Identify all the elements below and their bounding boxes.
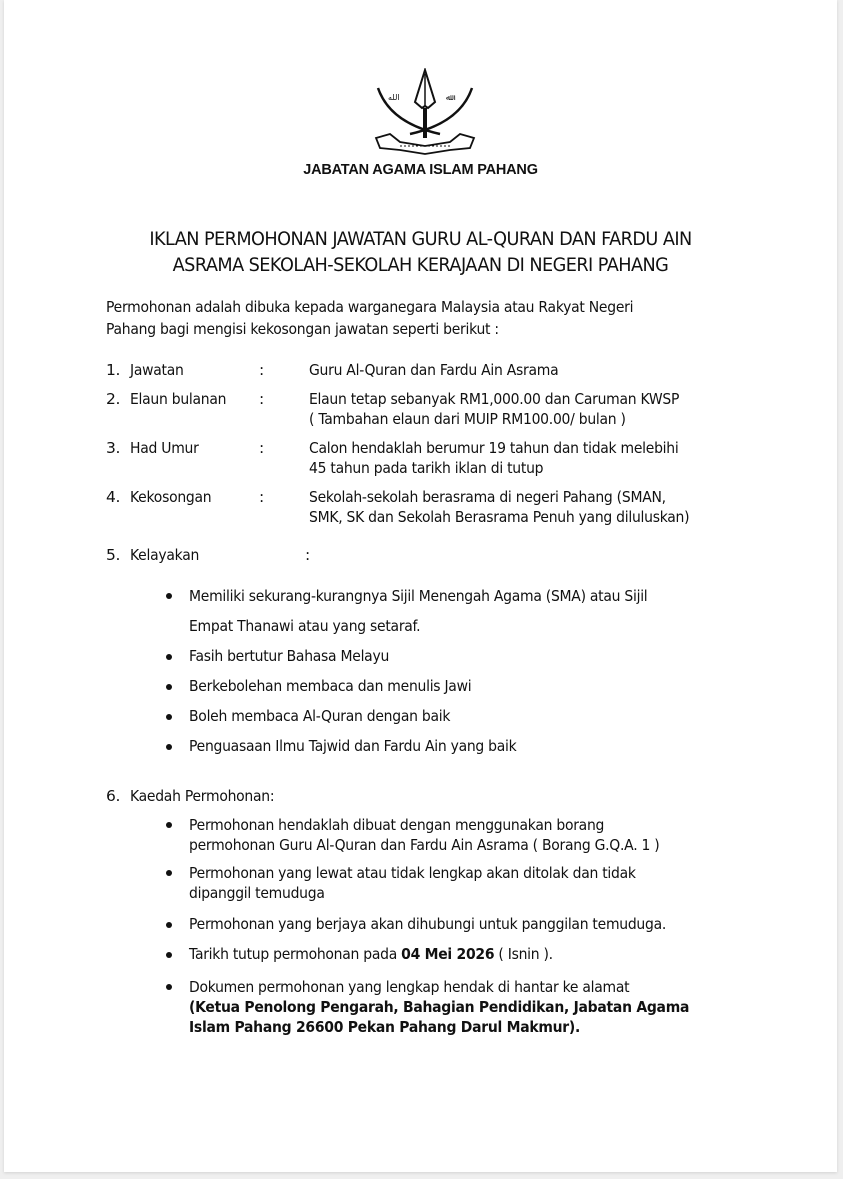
mailing-address-line: (Ketua Penolong Pengarah, Bahagian Pendidikan, Jabatan Agama <box>189 998 690 1016</box>
item-value <box>309 438 741 478</box>
item-colon: : <box>259 390 264 408</box>
value-line: Calon hendaklah berumur 19 tahun dan tidak melebihi <box>309 439 679 457</box>
department-name: JABATAN AGAMA ISLAM PAHANG <box>303 162 538 178</box>
list-item-text: permohonan Guru Al-Quran dan Fardu Ain Asrama ( Borang G.Q.A. 1 ) <box>189 836 660 854</box>
bullet-icon <box>166 744 172 750</box>
item-label: Had Umur <box>130 439 199 457</box>
item-value <box>309 487 741 527</box>
svg-text:ﺍﻟﻠﻪ: ﺍﻟﻠﻪ <box>388 93 400 102</box>
closing-date: 04 Mei 2026 <box>401 945 495 963</box>
list-item-text: Berkebolehan membaca dan menulis Jawi <box>189 677 472 695</box>
item-colon: : <box>259 439 264 457</box>
value-line: ( Tambahan elaun dari MUIP RM100.00/ bulan ) <box>309 410 626 428</box>
title-line-1: IKLAN PERMOHONAN JAWATAN GURU AL-QURAN DAN FARDU AIN <box>149 228 692 250</box>
value-line: Guru Al-Quran dan Fardu Ain Asrama <box>309 361 559 379</box>
list-item-text: Permohonan hendaklah dibuat dengan menggunakan borang <box>189 816 605 834</box>
item-number: 4. <box>106 488 121 506</box>
list-item-text: Memiliki sekurang-kurangnya Sijil Menengah Agama (SMA) atau Sijil <box>189 587 648 605</box>
item-value <box>309 360 741 380</box>
list-item-text: dipanggil temuduga <box>189 884 325 902</box>
item-label: Elaun bulanan <box>130 390 227 408</box>
list-item-text: Empat Thanawi atau yang setaraf. <box>189 617 421 635</box>
item-number: 1. <box>106 361 121 379</box>
list-item-text: Fasih bertutur Bahasa Melayu <box>189 647 390 665</box>
svg-text:ﷲ: ﷲ <box>446 93 451 102</box>
item-number: 3. <box>106 439 121 457</box>
item-value <box>309 389 741 429</box>
item-label: Kelayakan <box>130 546 200 564</box>
item-label: Jawatan <box>130 361 184 379</box>
item-number: 5. <box>106 546 121 564</box>
list-item-text: Permohonan yang berjaya akan dihubungi untuk panggilan temuduga. <box>189 915 667 933</box>
page-title <box>33 226 808 278</box>
bullet-icon <box>166 922 172 928</box>
list-item-text: Boleh membaca Al-Quran dengan baik <box>189 707 451 725</box>
value-line: Sekolah-sekolah berasrama di negeri Pahang (SMAN, <box>309 488 666 506</box>
pahang-crest-icon <box>370 68 480 156</box>
bullet-icon <box>166 684 172 690</box>
intro-paragraph <box>106 296 736 340</box>
intro-line-2: Pahang bagi mengisi kekosongan jawatan seperti berikut : <box>106 320 499 338</box>
bullet-icon <box>166 822 172 828</box>
item-colon: : <box>259 361 264 379</box>
list-item-text: Dokumen permohonan yang lengkap hendak di hantar ke alamat <box>189 978 630 996</box>
item-label: Kekosongan <box>130 488 212 506</box>
bullet-icon <box>166 984 172 990</box>
bullet-icon <box>166 714 172 720</box>
bullet-icon <box>166 952 172 958</box>
list-item-text: Permohonan yang lewat atau tidak lengkap akan ditolak dan tidak <box>189 864 636 882</box>
item-number: 2. <box>106 390 121 408</box>
bullet-icon <box>166 593 172 599</box>
value-line: 45 tahun pada tarikh iklan di tutup <box>309 459 544 477</box>
closing-date-suffix: ( Isnin ). <box>494 945 553 963</box>
document-page <box>4 0 837 1172</box>
closing-date-prefix: Tarikh tutup permohonan pada <box>189 945 402 963</box>
value-line: SMK, SK dan Sekolah Berasrama Penuh yang diluluskan) <box>309 508 690 526</box>
bullet-icon <box>166 870 172 876</box>
item-label: Kaedah Permohonan: <box>130 787 275 805</box>
bullet-icon <box>166 654 172 660</box>
item-colon: : <box>259 488 264 506</box>
item-number: 6. <box>106 787 121 805</box>
mailing-address-line: Islam Pahang 26600 Pekan Pahang Darul Makmur). <box>189 1018 581 1036</box>
item-colon: : <box>305 546 310 564</box>
list-item-text: Penguasaan Ilmu Tajwid dan Fardu Ain yang baik <box>189 737 517 755</box>
intro-line-1: Permohonan adalah dibuka kepada warganegara Malaysia atau Rakyat Negeri <box>106 298 634 316</box>
title-line-2: ASRAMA SEKOLAH-SEKOLAH KERAJAAN DI NEGERI PAHANG <box>172 254 669 276</box>
value-line: Elaun tetap sebanyak RM1,000.00 dan Caruman KWSP <box>309 390 680 408</box>
